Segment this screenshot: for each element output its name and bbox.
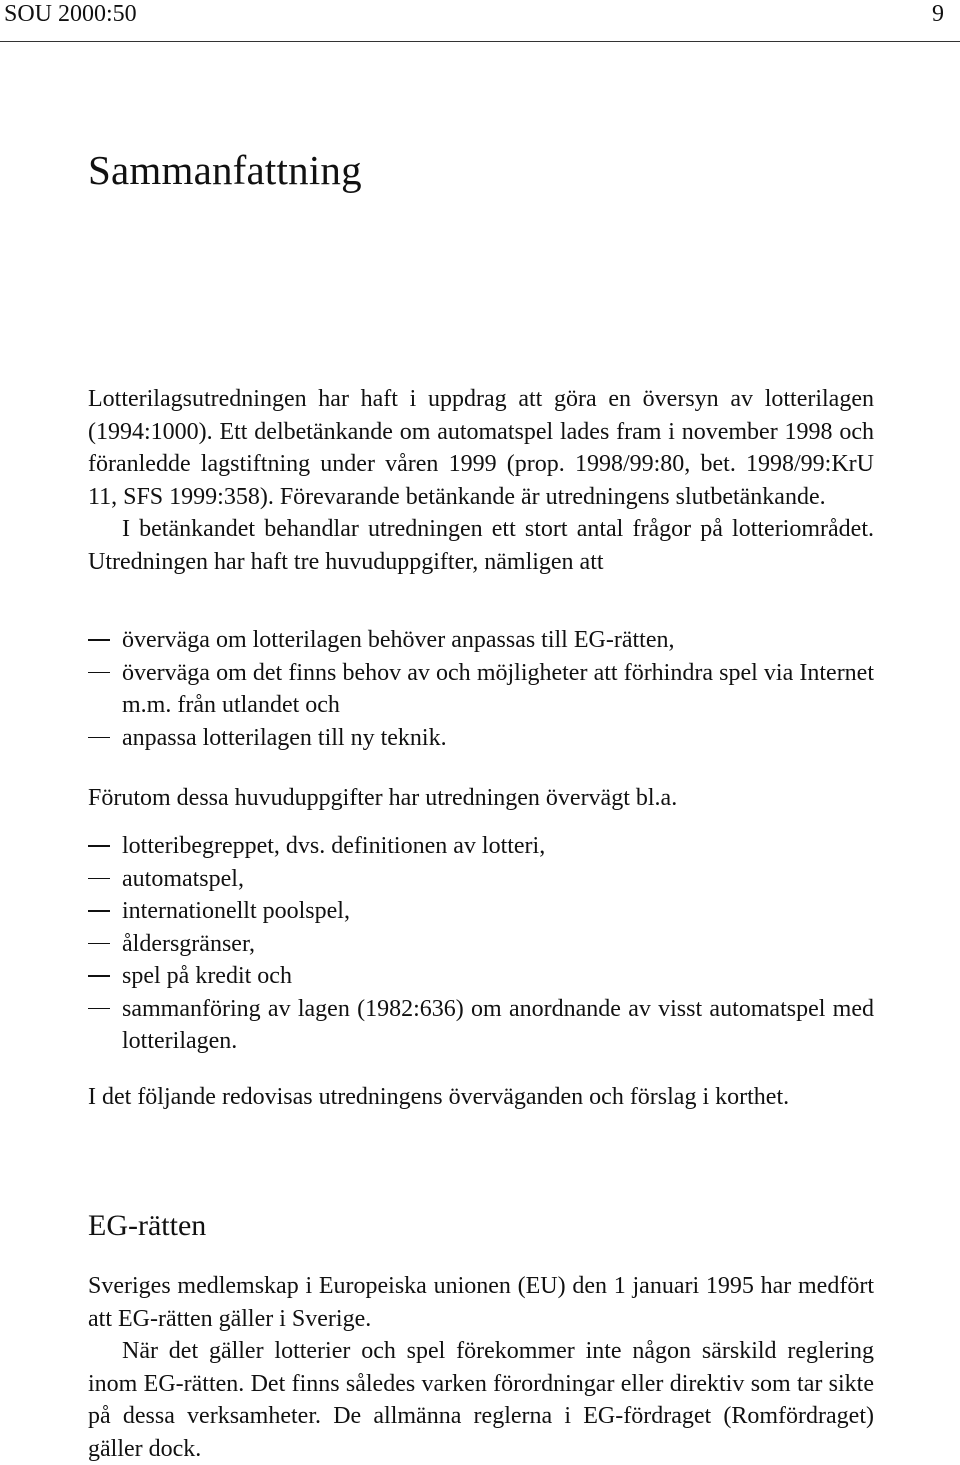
list-item: åldersgränser, [88, 928, 874, 961]
report-reference: SOU 2000:50 [4, 1, 137, 27]
summary-intro-section [88, 1081, 874, 1114]
list-item: lotteribegreppet, dvs. definitionen av lotteri, [88, 830, 874, 863]
also-considered-list [88, 830, 874, 1058]
page-title: Sammanfattning [88, 147, 362, 193]
task-list [88, 624, 874, 754]
section-paragraph-1: Sveriges medlemskap i Europeiska unionen (EU) den 1 januari 1995 har medfört att EG-rätten gäller i Sverige. [88, 1273, 874, 1332]
page-header [0, 0, 960, 42]
section-heading: EG-rätten [88, 1209, 207, 1242]
summary-intro-paragraph: I det följande redovisas utredningens överväganden och förslag i korthet. [88, 1084, 790, 1110]
intro-paragraph-2: I betänkandet behandlar utredningen ett stort antal frågor på lotteriområdet. Utredningen har haft tre huvuduppgifter, nämligen att [88, 516, 874, 575]
list-item: sammanföring av lagen (1982:636) om anordnande av visst automatspel med lotterilagen. [88, 993, 874, 1058]
list-item: automatspel, [88, 863, 874, 896]
list-item: överväga om lotterilagen behöver anpassas till EG-rätten, [88, 624, 874, 657]
list-item: överväga om det finns behov av och möjligheter att förhindra spel via Internet m.m. från utlandet och [88, 657, 874, 722]
list-item: anpassa lotterilagen till ny teknik. [88, 722, 874, 755]
eg-ratten-section [88, 1270, 874, 1465]
intro-section [88, 383, 874, 578]
section-paragraph-2: När det gäller lotterier och spel förekommer inte någon särskild reglering inom EG-rätten. Det finns således varken förordningar eller direktiv som tar sikte på dessa verksamheter. De allmänna reglerna i EG-fördraget (Romfördraget) gäller dock. [88, 1338, 874, 1462]
list-item: spel på kredit och [88, 960, 874, 993]
list-item: internationellt poolspel, [88, 895, 874, 928]
intro-paragraph-1: Lotterilagsutredningen har haft i uppdrag att göra en översyn av lotterilagen (1994:1000). Ett delbetänkande om automatspel lades fram i november 1998 och föranledde lagstiftning under våren 1999 (prop. 1998/99:80, bet. 1998/99:KrU 11, SFS 1999:358). Förevarande betänkande är utredningens slutbetänkande. [88, 386, 874, 510]
page-number: 9 [932, 1, 944, 27]
also-considered-section [88, 782, 874, 815]
also-considered-intro: Förutom dessa huvuduppgifter har utredningen övervägt bl.a. [88, 785, 678, 811]
